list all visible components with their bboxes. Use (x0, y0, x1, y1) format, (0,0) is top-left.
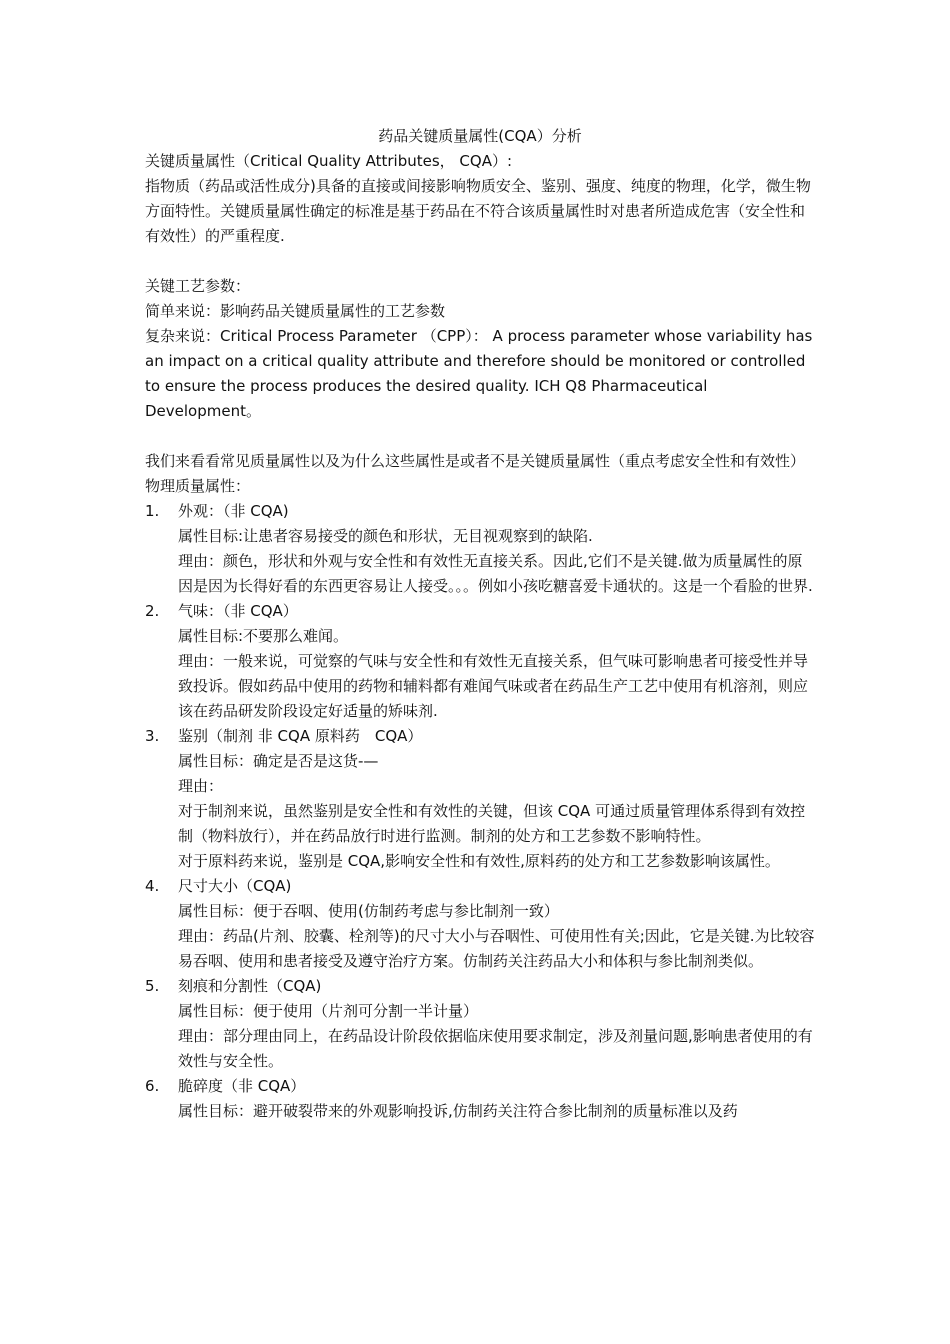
list-item-line: 属性目标：避开破裂带来的外观影响投诉,仿制药关注符合参比制剂的质量标准以及药 (178, 1102, 738, 1120)
list-item (145, 724, 815, 874)
intro-paragraph: 我们来看看常见质量属性以及为什么这些属性是或者不是关键质量属性（重点考虑安全性和有效性） (145, 452, 806, 470)
list-item-line: 理由：颜色，形状和外观与安全性和有效性无直接关系。因此,它们不是关键.做为质量属性的原因是因为长得好看的东西更容易让人接受。。。例如小孩吃糖喜爱卡通状的。这是一个看脸的世界. (178, 552, 813, 595)
cpp-simple: 简单来说：影响药品关键质量属性的工艺参数 (145, 302, 446, 320)
list-item-line: 理由： (178, 777, 224, 795)
list-item (145, 1074, 815, 1124)
list-item-line: 对于制剂来说，虽然鉴别是安全性和有效性的关键，但该 CQA 可通过质量管理体系得到有效控制（物料放行），并在药品放行时进行监测。制剂的处方和工艺参数不影响特性。 (178, 802, 806, 845)
list-item-line: 属性目标：便于吞咽、使用(仿制药考虑与参比制剂一致） (178, 902, 559, 920)
list-item-line: 理由：部分理由同上，在药品设计阶段依据临床使用要求制定，涉及剂量问题,影响患者使用的有效性与安全性。 (178, 1027, 813, 1070)
document-title: 药品关键质量属性(CQA）分析 (378, 127, 582, 145)
list-item-title: 气味：（非 CQA） (178, 602, 298, 620)
cqa-definition: 指物质（药品或活性成分)具备的直接或间接影响物质安全、鉴别、强度、纯度的物理，化学，微生物方面特性。关键质量属性确定的标准是基于药品在不符合该质量属性时对患者所造成危害（安全性和有效性）的严重程度. (145, 177, 811, 245)
list-item-title: 尺寸大小（CQA) (178, 877, 292, 895)
list-number: 3. (145, 727, 160, 745)
list-number: 4. (145, 877, 160, 895)
list-item-title: 刻痕和分割性（CQA) (178, 977, 322, 995)
list-item-line: 对于原料药来说，鉴别是 CQA,影响安全性和有效性,原料药的处方和工艺参数影响该属性。 (178, 852, 780, 870)
cqa-heading: 关键质量属性（Critical Quality Attributes， CQA）: (145, 152, 513, 170)
list-number: 5. (145, 977, 160, 995)
list-item-line: 属性目标:不要那么难闻。 (178, 627, 349, 645)
list-item-line: 属性目标:让患者容易接受的颜色和形状，无目视观察到的缺陷. (178, 527, 593, 545)
attribute-list (145, 499, 815, 1124)
document-body (145, 124, 815, 1124)
list-number: 6. (145, 1077, 160, 1095)
list-item-line: 理由：一般来说，可觉察的气味与安全性和有效性无直接关系，但气味可影响患者可接受性并导致投诉。假如药品中使用的药物和辅料都有难闻气味或者在药品生产工艺中使用有机溶剂，则应该在药品研发阶段设定好适量的矫味剂. (178, 652, 809, 720)
physical-heading: 物理质量属性： (145, 477, 251, 495)
list-item (145, 974, 815, 1074)
list-item-line: 理由：药品(片剂、胶囊、栓剂等)的尺寸大小与吞咽性、可使用性有关;因此，它是关键.为比较容易吞咽、使用和患者接受及遵守治疗方案。仿制药关注药品大小和体积与参比制剂类似。 (178, 927, 815, 970)
blank-line (145, 424, 815, 449)
blank-line (145, 249, 815, 274)
cpp-heading: 关键工艺参数： (145, 277, 251, 295)
list-item (145, 499, 815, 599)
list-item-title: 脆碎度（非 CQA） (178, 1077, 306, 1095)
list-item-line: 属性目标：确定是否是这货-— (178, 752, 379, 770)
list-number: 1. (145, 502, 160, 520)
list-item-title: 鉴别（制剂 非 CQA 原料药 CQA） (178, 727, 423, 745)
list-item-line: 属性目标：便于使用（片剂可分割一半计量） (178, 1002, 479, 1020)
list-item-title: 外观：（非 CQA) (178, 502, 289, 520)
list-number: 2. (145, 602, 160, 620)
cpp-complex: 复杂来说：Critical Process Parameter （CPP）： A process parameter whose variability has an impact on a critical quality attribute and therefore should be monitored or controlled to ensure the process produces the desired quality. ICH Q8 Pharmaceutical Development。 (145, 327, 813, 420)
list-item (145, 599, 815, 724)
list-item (145, 874, 815, 974)
